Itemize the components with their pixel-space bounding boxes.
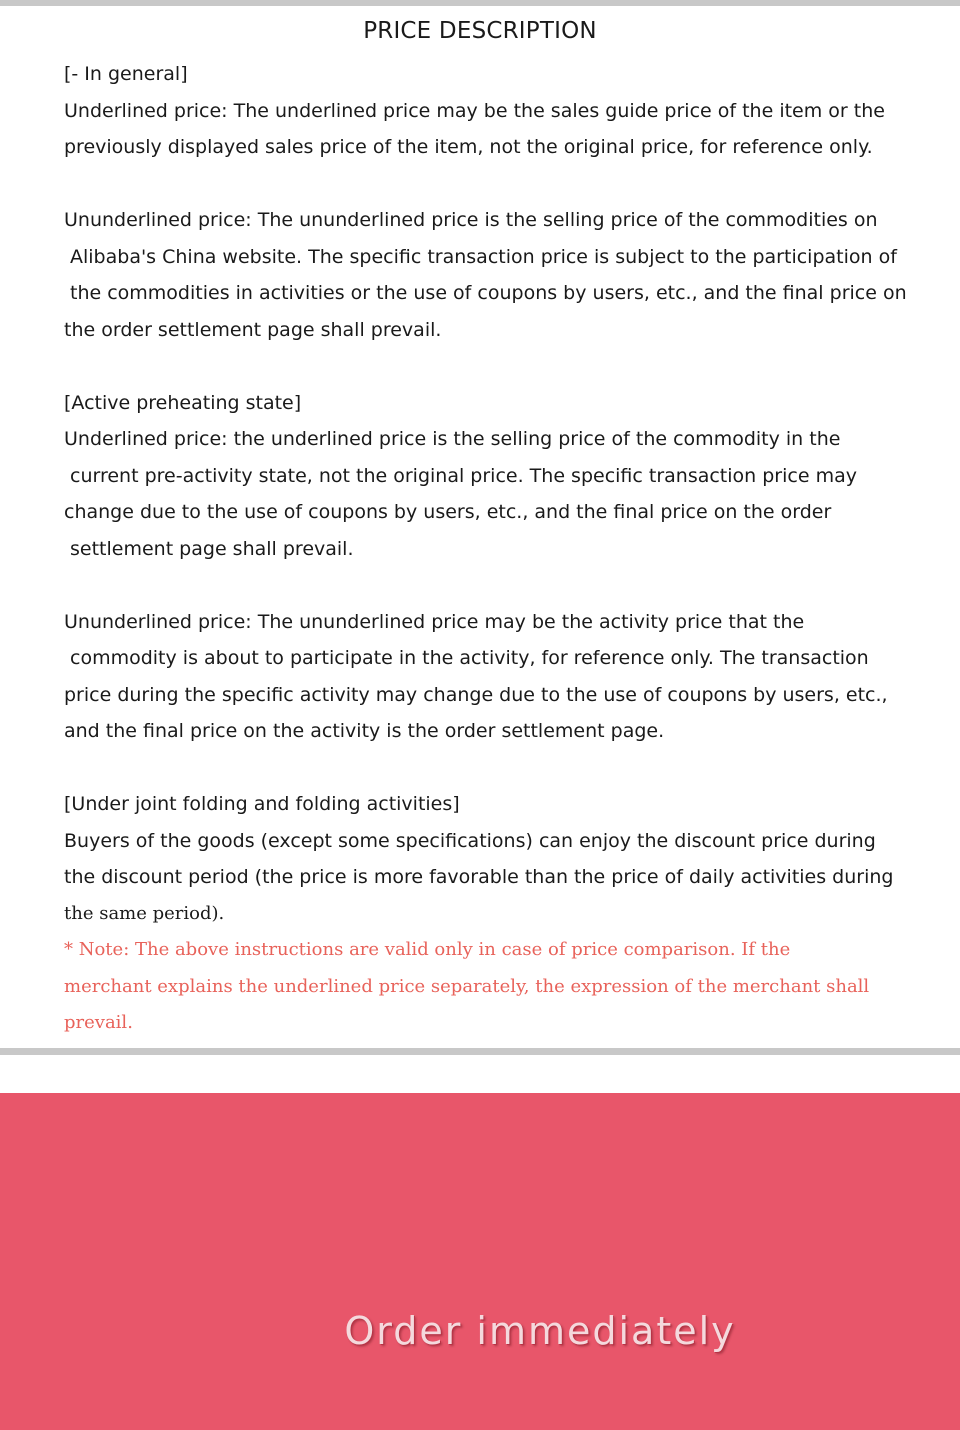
order-immediately-button[interactable]: Order immediately [344, 1309, 736, 1353]
paragraph-line: settlement page shall prevail. [70, 537, 354, 560]
paragraph-line: the order settlement page shall prevail. [64, 318, 442, 341]
page-title: PRICE DESCRIPTION [363, 18, 597, 44]
bottom-divider [0, 1048, 960, 1055]
paragraph-line: Alibaba's China website. The specific transaction price is subject to the participation of [70, 245, 897, 268]
paragraph-line: Buyers of the goods (except some specifications) can enjoy the discount price during [64, 829, 876, 852]
paragraph-line: commodity is about to participate in the activity, for reference only. The transaction [70, 647, 869, 669]
note-line: prevail. [64, 1012, 133, 1033]
paragraph-line: Underlined price: The underlined price may be the sales guide price of the item or the [64, 99, 885, 122]
paragraph-spacer [64, 750, 944, 787]
note-line: * Note: The above instructions are valid only in case of price comparison. If the [64, 939, 791, 960]
paragraph-spacer [64, 348, 944, 385]
paragraph-line: the same period). [64, 902, 225, 924]
paragraph-line: and the final price on the activity is the order settlement page. [64, 720, 665, 742]
top-divider [0, 0, 960, 6]
paragraph-line: the commodities in activities or the use of coupons by users, etc., and the final price on [70, 282, 907, 304]
paragraph-line: Ununderlined price: The ununderlined price is the selling price of the commodities on [64, 209, 878, 231]
paragraph-line: current pre-activity state, not the original price. The specific transaction price may [70, 464, 857, 487]
paragraph-line: change due to the use of coupons by users, etc., and the final price on the order [64, 501, 832, 523]
note-line: merchant explains the underlined price separately, the expression of the merchant shall [64, 975, 870, 997]
paragraph-line: the discount period (the price is more favorable than the price of daily activities during [64, 866, 894, 888]
paragraph-spacer [64, 567, 944, 604]
paragraph-line: Ununderlined price: The ununderlined price may be the activity price that the [64, 610, 805, 633]
section-heading-preheating: [Active preheating state] [64, 391, 302, 414]
paragraph-line: price during the specific activity may change due to the use of coupons by users, etc., [64, 683, 888, 706]
price-description-body [64, 56, 944, 1042]
paragraph-spacer [64, 166, 944, 203]
section-heading-folding: [Under joint folding and folding activities] [64, 793, 460, 815]
order-banner [0, 1093, 960, 1430]
paragraph-line: Underlined price: the underlined price is the selling price of the commodity in the [64, 428, 841, 450]
paragraph-line: previously displayed sales price of the item, not the original price, for reference only. [64, 136, 873, 158]
section-heading-general: [- In general] [64, 63, 188, 85]
